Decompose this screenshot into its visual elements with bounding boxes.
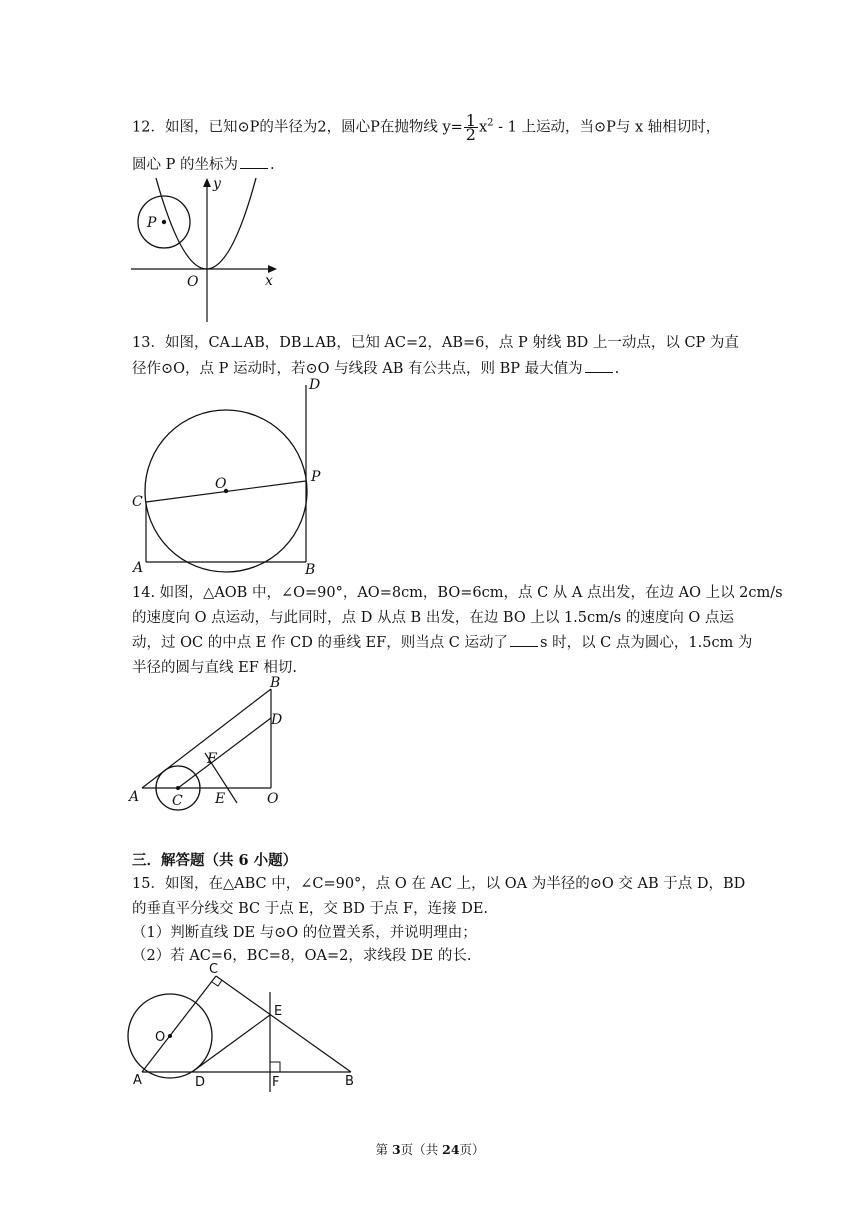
label-p: P <box>311 469 321 485</box>
q15-figure <box>125 962 365 1092</box>
right-angle-f <box>270 1062 280 1072</box>
q12-text-post: - 1 上运动，当⊙P与 x 轴相切时， <box>493 119 721 136</box>
point-o <box>168 1034 172 1038</box>
q15-line1: 15．如图，在△ABC 中，∠C=90°，点 O 在 AC 上，以 OA 为半径的⊙O 交 AB 于点 D，BD <box>132 876 746 892</box>
label-f: F <box>272 1075 280 1090</box>
q15-line3: （1）判断直线 DE 与⊙O 的位置关系，并说明理由； <box>132 925 477 941</box>
q14-line4: 半径的圆与直线 EF 相切. <box>132 660 297 676</box>
label-d: D <box>195 1075 206 1090</box>
label-d: D <box>309 377 321 393</box>
label-a: A <box>133 1073 142 1088</box>
label-b: B <box>305 562 316 578</box>
q12-exponent: 2 <box>487 117 494 129</box>
answer-blank[interactable] <box>510 646 538 647</box>
label-y: y <box>213 176 221 192</box>
segment-ac <box>142 976 216 1072</box>
q14-line2: 的速度向 O 点运动，与此同时，点 D 从点 B 出发，在边 BO 上以 1.5cm/s 的速度向 O 点运 <box>132 610 734 626</box>
label-a: A <box>129 789 140 805</box>
q14-line3 <box>132 631 752 652</box>
segment-cb <box>216 976 351 1072</box>
label-d: D <box>271 712 283 728</box>
q12-text-pre: 12．如图，已知⊙P的半径为2，圆心P在抛物线 y= <box>132 119 463 136</box>
q12-line2-text: 圆心 P 的坐标为 <box>132 157 238 173</box>
label-p: P <box>147 215 157 231</box>
point-p <box>162 220 166 224</box>
x-axis-arrow <box>268 265 277 273</box>
label-c: C <box>172 793 183 809</box>
q14-figure <box>125 675 295 815</box>
q12-fraction <box>464 111 478 144</box>
label-o: O <box>155 1030 166 1045</box>
parabola <box>156 178 256 269</box>
footer-page-number: 3 <box>391 1142 401 1157</box>
q13-figure <box>125 375 335 578</box>
y-axis-arrow <box>203 178 211 187</box>
label-b: B <box>345 1074 354 1089</box>
q14-line1: 14. 如图，△AOB 中，∠O=90°，AO=8cm，BO=6cm，点 C 从 A 点出发，在边 AO 上以 2cm/s <box>132 585 783 601</box>
q12-frac-den: 2 <box>465 125 476 144</box>
footer-page-total: 24 <box>442 1142 460 1157</box>
label-b: B <box>270 675 281 691</box>
q14-line3-text: 动，过 OC 的中点 E 作 CD 的垂线 EF，则当点 C 运动了 <box>132 635 509 651</box>
right-angle-c <box>212 980 222 986</box>
q12-figure <box>125 172 285 332</box>
q12-line1 <box>132 111 721 144</box>
footer-mid: 页（共 <box>400 1142 443 1157</box>
q13-line2-end: . <box>614 361 620 377</box>
footer-post: 页） <box>459 1142 485 1157</box>
answer-blank[interactable] <box>240 168 268 169</box>
q13-line1: 13．如图，CA⊥AB，DB⊥AB，已知 AC=2，AB=6，点 P 射线 BD 上一动点，以 CP 为直 <box>132 335 739 351</box>
q12-line2 <box>132 153 275 174</box>
segment-de <box>192 1015 270 1072</box>
q12-line2-end: . <box>269 157 275 173</box>
label-c: C <box>132 494 143 510</box>
answer-blank[interactable] <box>585 372 613 373</box>
label-o: O <box>187 274 199 290</box>
label-o: O <box>215 476 227 492</box>
label-x: x <box>265 273 273 289</box>
label-c: C <box>209 962 219 977</box>
q14-line3-end: s 时，以 C 点为圆心，1.5cm 为 <box>540 635 753 651</box>
q15-line2: 的垂直平分线交 BC 于点 E，交 BD 于点 F，连接 DE. <box>132 901 489 917</box>
label-e: E <box>215 791 226 807</box>
footer-pre: 第 <box>375 1142 392 1157</box>
label-o: O <box>267 791 279 807</box>
q12-frac-num: 1 <box>465 111 476 130</box>
q13-line2-text: 径作⊙O，点 P 运动时，若⊙O 与线段 AB 有公共点，则 BP 最大值为 <box>132 361 583 377</box>
page-footer <box>0 1140 860 1158</box>
label-a: A <box>133 560 144 576</box>
section-title: 三．解答题（共 6 小题） <box>132 852 298 869</box>
q12-var: x <box>478 119 488 136</box>
label-f: F <box>207 751 217 767</box>
label-e: E <box>274 1004 283 1019</box>
point-c <box>176 786 180 790</box>
segment-cd <box>178 718 271 788</box>
q15-line4: （2）若 AC=6，BC=8，OA=2，求线段 DE 的长. <box>132 948 472 964</box>
